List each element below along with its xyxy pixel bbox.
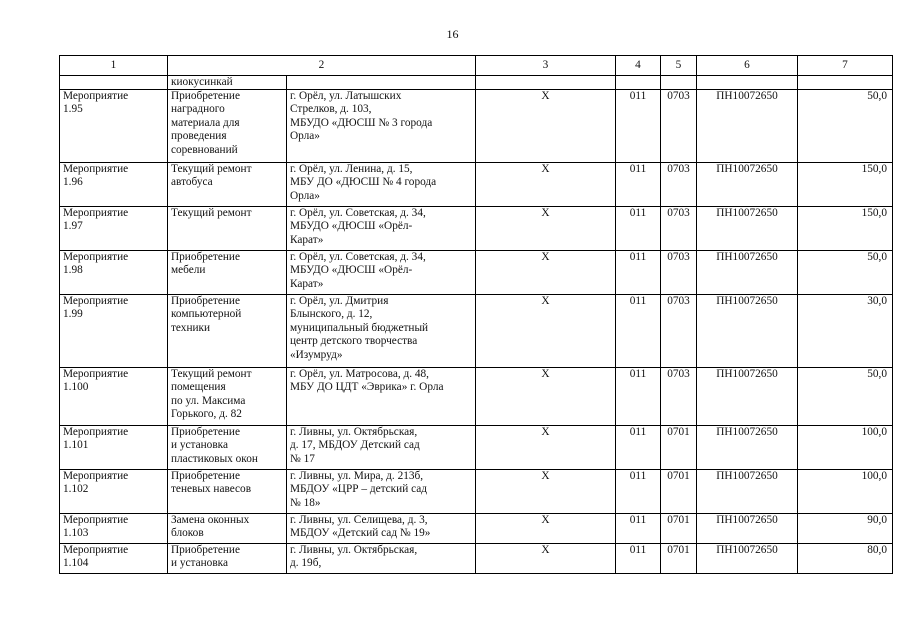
amount-cell: 150,0 (798, 207, 893, 251)
measure-address-cell: г. Ливны, ул. Мира, д. 213б, МБДОУ «ЦРР – детский сад № 18» (287, 470, 476, 514)
table-row (60, 368, 893, 426)
amount-cell: 100,0 (798, 470, 893, 514)
column-header-6: 6 (697, 56, 798, 76)
measure-name-cell: Приобретение и установка (168, 544, 287, 574)
measure-name-cell: Текущий ремонт (168, 207, 287, 251)
column-3-value: Х (476, 251, 616, 295)
section-code-cell: 0701 (661, 514, 697, 544)
column-3-value: Х (476, 426, 616, 470)
amount-cell: 150,0 (798, 163, 893, 207)
measure-address-cell: г. Орёл, ул. Советская, д. 34, МБУДО «ДЮСШ «Орёл- Карат» (287, 207, 476, 251)
amount-cell: 50,0 (798, 251, 893, 295)
amount-cell: 50,0 (798, 90, 893, 163)
section-code-cell: 0703 (661, 368, 697, 426)
measure-id-cell: Мероприятие 1.103 (60, 514, 168, 544)
measure-name-cell: Текущий ремонт помещения по ул. Максима Горького, д. 82 (168, 368, 287, 426)
amount-cell: 50,0 (798, 368, 893, 426)
section-code-cell: 0703 (661, 251, 697, 295)
column-header-7: 7 (798, 56, 893, 76)
column-3-value: Х (476, 207, 616, 251)
target-article-cell: ПН10072650 (697, 295, 798, 368)
ministry-code-cell: 011 (616, 426, 661, 470)
section-code-cell: 0703 (661, 163, 697, 207)
measure-id-cell: Мероприятие 1.101 (60, 426, 168, 470)
section-code-cell: 0701 (661, 426, 697, 470)
column-header-5: 5 (661, 56, 697, 76)
measure-address-cell: г. Орёл, ул. Советская, д. 34, МБУДО «ДЮСШ «Орёл- Карат» (287, 251, 476, 295)
table-row (60, 295, 893, 368)
measure-address-cell: г. Орёл, ул. Латышских Стрелков, д. 103, МБУДО «ДЮСШ № 3 города Орла» (287, 90, 476, 163)
continuation-cell (476, 76, 616, 90)
continuation-cell (616, 76, 661, 90)
section-code-cell: 0703 (661, 207, 697, 251)
column-3-value: Х (476, 544, 616, 574)
measure-id-cell: Мероприятие 1.102 (60, 470, 168, 514)
measure-address-cell: г. Ливны, ул. Октябрьская, д. 17, МБДОУ Детский сад № 17 (287, 426, 476, 470)
target-article-cell: ПН10072650 (697, 426, 798, 470)
ministry-code-cell: 011 (616, 470, 661, 514)
target-article-cell: ПН10072650 (697, 163, 798, 207)
column-3-value: Х (476, 470, 616, 514)
ministry-code-cell: 011 (616, 90, 661, 163)
section-code-cell: 0703 (661, 295, 697, 368)
measure-name-cell: Приобретение наградного материала для проведения соревнований (168, 90, 287, 163)
amount-cell: 30,0 (798, 295, 893, 368)
section-code-cell: 0701 (661, 544, 697, 574)
column-3-value: Х (476, 514, 616, 544)
ministry-code-cell: 011 (616, 544, 661, 574)
budget-table (59, 55, 893, 574)
amount-cell: 80,0 (798, 544, 893, 574)
measure-address-cell: г. Ливны, ул. Октябрьская, д. 19б, (287, 544, 476, 574)
table-row (60, 163, 893, 207)
measure-address-cell: г. Орёл, ул. Матросова, д. 48, МБУ ДО ЦДТ «Эврика» г. Орла (287, 368, 476, 426)
table-row (60, 426, 893, 470)
measure-id-cell: Мероприятие 1.100 (60, 368, 168, 426)
table-row (60, 470, 893, 514)
column-header-3: 3 (476, 56, 616, 76)
measure-name-cell: Замена оконных блоков (168, 514, 287, 544)
continuation-cell (697, 76, 798, 90)
target-article-cell: ПН10072650 (697, 207, 798, 251)
measure-id-cell: Мероприятие 1.95 (60, 90, 168, 163)
measure-name-cell: Приобретение теневых навесов (168, 470, 287, 514)
section-code-cell: 0703 (661, 90, 697, 163)
ministry-code-cell: 011 (616, 514, 661, 544)
measure-address-cell: г. Орёл, ул. Дмитрия Блынского, д. 12, муниципальный бюджетный центр детского творчества «Изумруд» (287, 295, 476, 368)
continuation-cell (287, 76, 476, 90)
measure-name-cell: Приобретение и установка пластиковых окон (168, 426, 287, 470)
table-row (60, 544, 893, 574)
table-row (60, 90, 893, 163)
continuation-row (60, 76, 893, 90)
column-header-2: 2 (168, 56, 476, 76)
column-header-row (60, 56, 893, 76)
target-article-cell: ПН10072650 (697, 470, 798, 514)
section-code-cell: 0701 (661, 470, 697, 514)
ministry-code-cell: 011 (616, 163, 661, 207)
measure-name-cell: Текущий ремонт автобуса (168, 163, 287, 207)
continuation-cell (798, 76, 893, 90)
measure-id-cell: Мероприятие 1.104 (60, 544, 168, 574)
target-article-cell: ПН10072650 (697, 251, 798, 295)
table-row (60, 514, 893, 544)
column-header-4: 4 (616, 56, 661, 76)
ministry-code-cell: 011 (616, 368, 661, 426)
column-header-1: 1 (60, 56, 168, 76)
target-article-cell: ПН10072650 (697, 90, 798, 163)
target-article-cell: ПН10072650 (697, 544, 798, 574)
target-article-cell: ПН10072650 (697, 368, 798, 426)
measure-id-cell: Мероприятие 1.96 (60, 163, 168, 207)
table-row (60, 251, 893, 295)
target-article-cell: ПН10072650 (697, 514, 798, 544)
measure-name-cell: Приобретение мебели (168, 251, 287, 295)
measure-address-cell: г. Орёл, ул. Ленина, д. 15, МБУ ДО «ДЮСШ № 4 города Орла» (287, 163, 476, 207)
measure-id-cell: Мероприятие 1.99 (60, 295, 168, 368)
continuation-cell (661, 76, 697, 90)
ministry-code-cell: 011 (616, 295, 661, 368)
measure-address-cell: г. Ливны, ул. Селищева, д. 3, МБДОУ «Детский сад № 19» (287, 514, 476, 544)
continuation-text: киокусинкай (168, 76, 287, 90)
continuation-cell (60, 76, 168, 90)
amount-cell: 100,0 (798, 426, 893, 470)
amount-cell: 90,0 (798, 514, 893, 544)
ministry-code-cell: 011 (616, 207, 661, 251)
column-3-value: Х (476, 368, 616, 426)
measure-id-cell: Мероприятие 1.97 (60, 207, 168, 251)
measure-name-cell: Приобретение компьютерной техники (168, 295, 287, 368)
ministry-code-cell: 011 (616, 251, 661, 295)
table-row (60, 207, 893, 251)
column-3-value: Х (476, 90, 616, 163)
page-number: 16 (446, 27, 459, 41)
column-3-value: Х (476, 163, 616, 207)
column-3-value: Х (476, 295, 616, 368)
measure-id-cell: Мероприятие 1.98 (60, 251, 168, 295)
